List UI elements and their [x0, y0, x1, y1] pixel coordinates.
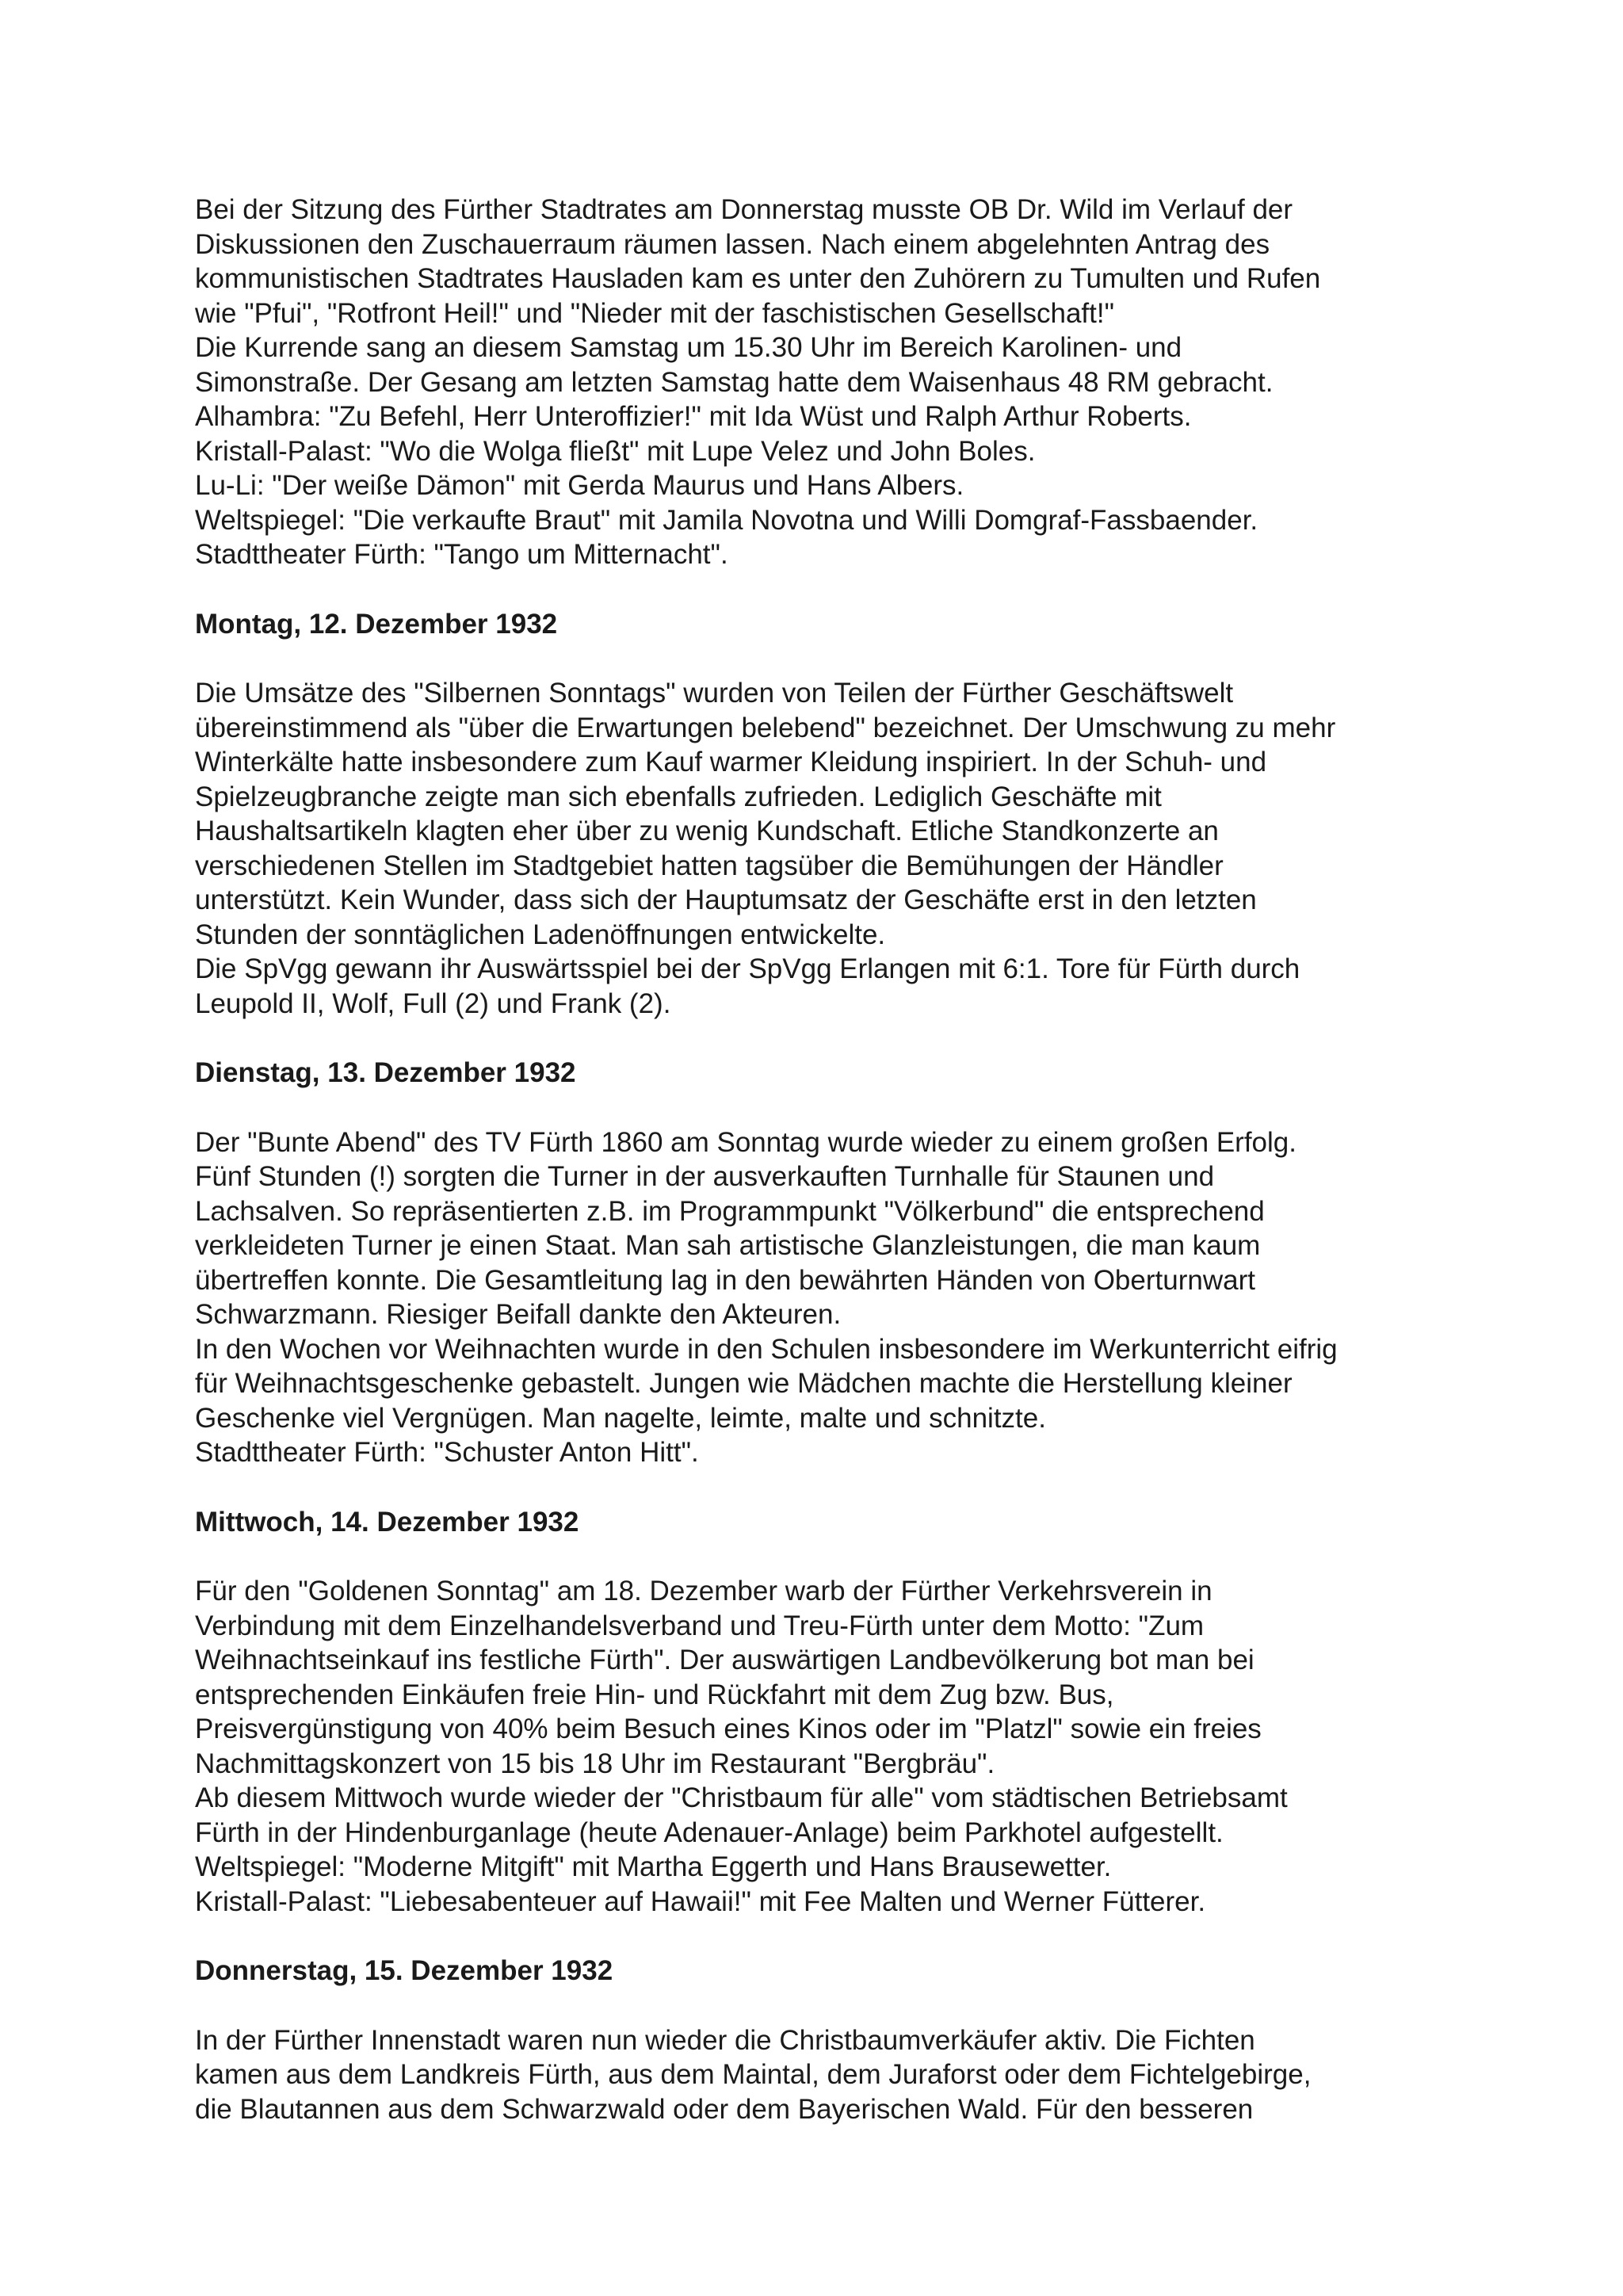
text-line: übereinstimmend als "über die Erwartungen belebend" bezeichnet. Der Umschwung zu mehr [195, 712, 1336, 743]
section-heading-mittwoch: Mittwoch, 14. Dezember 1932 [195, 1506, 579, 1538]
text-line: Winterkälte hatte insbesondere zum Kauf warmer Kleidung inspiriert. In der Schuh- und [195, 747, 1267, 777]
text-line: verschiedenen Stellen im Stadtgebiet hatten tagsüber die Bemühungen der Händler [195, 850, 1224, 881]
text-line: Fünf Stunden (!) sorgten die Turner in der ausverkauften Turnhalle für Staunen und [195, 1161, 1215, 1192]
text-line: Die Kurrende sang an diesem Samstag um 15.30 Uhr im Bereich Karolinen- und [195, 332, 1182, 363]
text-line: für Weihnachtsgeschenke gebastelt. Jungen wie Mädchen machte die Herstellung kleiner [195, 1368, 1293, 1399]
text-line: Verbindung mit dem Einzelhandelsverband und Treu-Fürth unter dem Motto: "Zum [195, 1610, 1205, 1641]
section-body-dienstag [195, 1125, 1503, 1470]
text-line: Lachsalven. So repräsentierten z.B. im Programmpunkt "Völkerbund" die entsprechend [195, 1195, 1265, 1227]
section-body-donnerstag [195, 2023, 1503, 2127]
text-line: Geschenke viel Vergnügen. Man nagelte, leimte, malte und schnitzte. [195, 1402, 1046, 1434]
text-line: wie "Pfui", "Rotfront Heil!" und "Nieder mit der faschistischen Gesellschaft!" [195, 297, 1115, 329]
text-line: die Blautannen aus dem Schwarzwald oder dem Bayerischen Wald. Für den besseren [195, 2093, 1254, 2125]
text-line: Alhambra: "Zu Befehl, Herr Unteroffizier!" mit Ida Wüst und Ralph Arthur Roberts. [195, 401, 1192, 432]
text-line: Leupold II, Wolf, Full (2) und Frank (2). [195, 988, 671, 1019]
text-line: In der Fürther Innenstadt waren nun wieder die Christbaumverkäufer aktiv. Die Fichten [195, 2024, 1255, 2056]
text-line: In den Wochen vor Weihnachten wurde in den Schulen insbesondere im Werkunterricht eifrig [195, 1333, 1338, 1365]
text-line: Der "Bunte Abend" des TV Fürth 1860 am Sonntag wurde wieder zu einem großen Erfolg. [195, 1126, 1296, 1158]
text-line: entsprechenden Einkäufen freie Hin- und Rückfahrt mit dem Zug bzw. Bus, [195, 1679, 1114, 1710]
text-line: verkleideten Turner je einen Staat. Man sah artistische Glanzleistungen, die man kaum [195, 1230, 1261, 1261]
text-line: Preisvergünstigung von 40% beim Besuch eines Kinos oder im "Platzl" sowie ein freies [195, 1713, 1262, 1744]
text-line: Nachmittagskonzert von 15 bis 18 Uhr im Restaurant "Bergbräu". [195, 1748, 995, 1779]
text-line: Haushaltsartikeln klagten eher über zu wenig Kundschaft. Etliche Standkonzerte an [195, 816, 1219, 846]
text-line: Die Umsätze des "Silbernen Sonntags" wurden von Teilen der Fürther Geschäftswelt [195, 678, 1234, 709]
text-line: Stadttheater Fürth: "Schuster Anton Hitt". [195, 1437, 699, 1468]
section-heading-dienstag: Dienstag, 13. Dezember 1932 [195, 1057, 576, 1088]
section-body-montag [195, 676, 1503, 1021]
text-line: unterstützt. Kein Wunder, dass sich der Hauptumsatz der Geschäfte erst in den letzten [195, 884, 1257, 915]
text-line: Kristall-Palast: "Wo die Wolga fließt" mit Lupe Velez und John Boles. [195, 435, 1036, 467]
text-line: Weihnachtseinkauf ins festliche Fürth". Der auswärtigen Landbevölkerung bot man bei [195, 1645, 1254, 1675]
text-line: Ab diesem Mittwoch wurde wieder der "Christbaum für alle" vom städtischen Betriebsamt [195, 1782, 1288, 1813]
text-line: Stunden der sonntäglichen Ladenöffnungen entwickelte. [195, 919, 886, 950]
text-line: kamen aus dem Landkreis Fürth, aus dem Maintal, dem Juraforst oder dem Fichtelgebirge, [195, 2059, 1312, 2090]
text-line: Stadttheater Fürth: "Tango um Mitternacht". [195, 539, 728, 570]
text-line: Weltspiegel: "Die verkaufte Braut" mit Jamila Novotna und Willi Domgraf-Fassbaender. [195, 504, 1258, 536]
section-body-mittwoch [195, 1574, 1503, 1919]
text-line: Simonstraße. Der Gesang am letzten Samstag hatte dem Waisenhaus 48 RM gebracht. [195, 366, 1274, 398]
text-line: Diskussionen den Zuschauerraum räumen lassen. Nach einem abgelehnten Antrag des [195, 228, 1270, 260]
text-line: Spielzeugbranche zeigte man sich ebenfalls zufrieden. Lediglich Geschäfte mit [195, 781, 1162, 812]
section-heading-donnerstag: Donnerstag, 15. Dezember 1932 [195, 1955, 613, 1986]
text-line: Weltspiegel: "Moderne Mitgift" mit Martha Eggerth und Hans Brausewetter. [195, 1851, 1112, 1882]
text-line: Für den "Goldenen Sonntag" am 18. Dezember warb der Fürther Verkehrsverein in [195, 1576, 1212, 1606]
document-page [195, 193, 1503, 2126]
text-line: Lu-Li: "Der weiße Dämon" mit Gerda Maurus und Hans Albers. [195, 470, 964, 501]
text-line: Die SpVgg gewann ihr Auswärtsspiel bei der SpVgg Erlangen mit 6:1. Tore für Fürth durch [195, 953, 1300, 984]
text-line: Fürth in der Hindenburganlage (heute Adenauer-Anlage) beim Parkhotel aufgestellt. [195, 1817, 1224, 1848]
section-heading-montag: Montag, 12. Dezember 1932 [195, 608, 558, 640]
text-line: kommunistischen Stadtrates Hausladen kam es unter den Zuhörern zu Tumulten und Rufen [195, 263, 1321, 294]
text-line: übertreffen konnte. Die Gesamtleitung lag in den bewährten Händen von Oberturnwart [195, 1264, 1255, 1296]
text-line: Schwarzmann. Riesiger Beifall dankte den Akteuren. [195, 1299, 842, 1330]
text-line: Kristall-Palast: "Liebesabenteuer auf Hawaii!" mit Fee Malten und Werner Fütterer. [195, 1885, 1206, 1917]
intro-paragraph [195, 193, 1503, 572]
text-line: Bei der Sitzung des Fürther Stadtrates am Donnerstag musste OB Dr. Wild im Verlauf der [195, 194, 1293, 225]
